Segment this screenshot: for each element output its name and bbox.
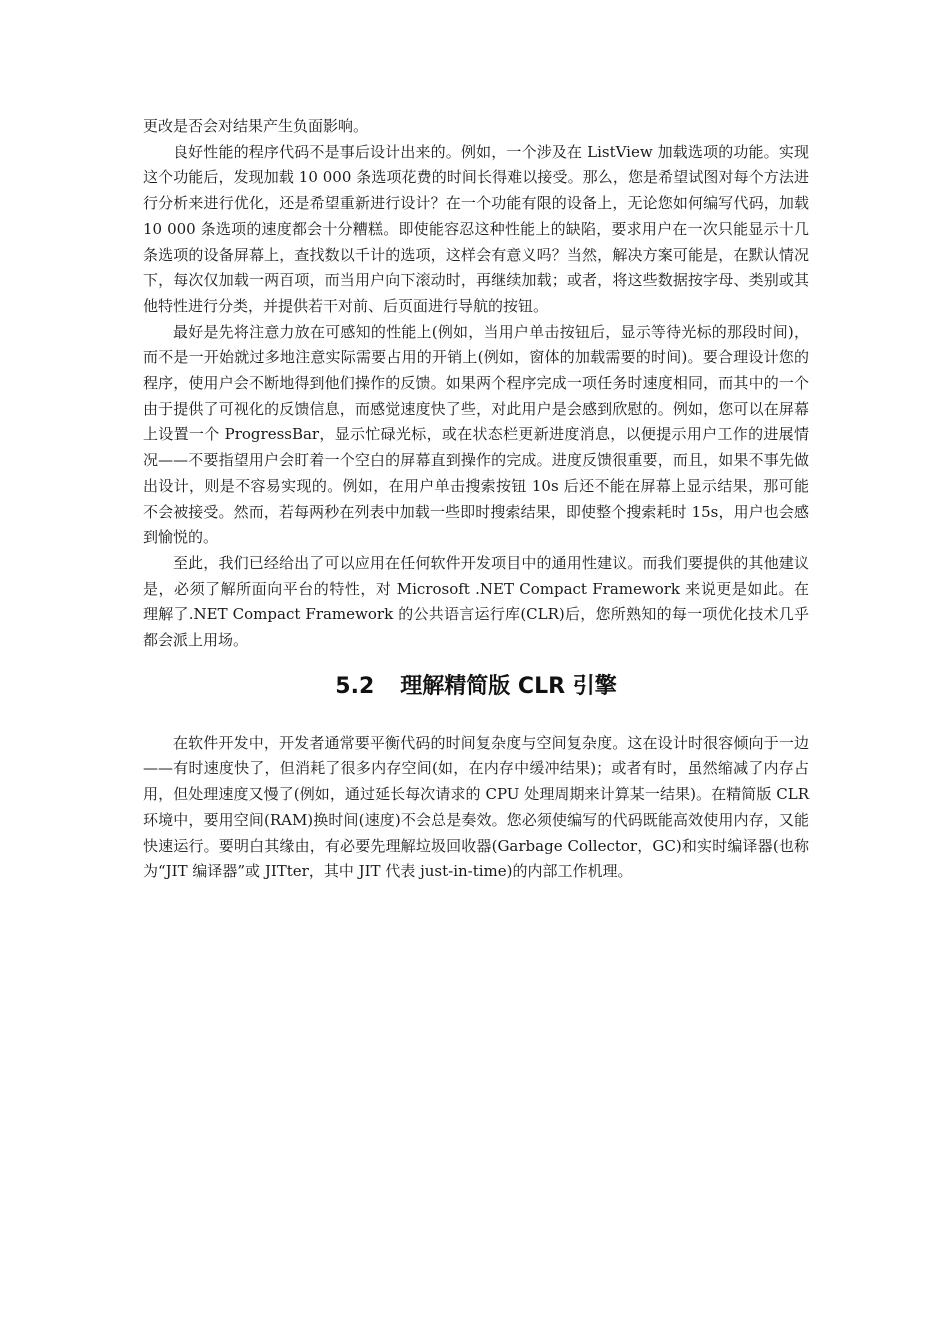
paragraph-design-for-performance: 良好性能的程序代码不是事后设计出来的。例如，一个涉及在 ListView 加载选项的功能。实现这个功能后，发现加载 10 000 条选项花费的时间长得难以接受。那么，您是希望试图对每个方法进行分析来进行优化，还是希望重新进行设计？在一个功能有限的设备上，无论您如何编写代码，加载 10 000 条选项的速度都会十分糟糕。即使能容忍这种性能上的缺陷，要求用户在一次只能显示十几条选项的设备屏幕上，查找数以千计的选项，这样会有意义吗？当然，解决方案可能是，在默认情况下，每次仅加载一两百项，而当用户向下滚动时，再继续加载；或者，将这些数据按字母、类别或其他特性进行分类，并提供若干对前、后页面进行导航的按钮。 [143, 142, 809, 315]
section-heading [143, 670, 809, 704]
paragraph-platform-advice: 至此，我们已经给出了可以应用在任何软件开发项目中的通用性建议。而我们要提供的其他建议是，必须了解所面向平台的特性，对 Microsoft .NET Compact Framework 来说更是如此。在理解了.NET Compact Framework 的公共语言运行库(CLR)后，您所熟知的每一项优化技术几乎都会派上用场。 [143, 553, 809, 650]
document-page [143, 114, 809, 885]
paragraph-perceived-performance: 最好是先将注意力放在可感知的性能上(例如，当用户单击按钮后，显示等待光标的那段时间)，而不是一开始就过多地注意实际需要占用的开销上(例如，窗体的加载需要的时间)。要合理设计您的程序，使用户会不断地得到他们操作的反馈。如果两个程序完成一项任务时速度相同，而其中的一个由于提供了可视化的反馈信息，而感觉速度快了些，对此用户是会感到欣慰的。例如，您可以在屏幕上设置一个 ProgressBar，显示忙碌光标，或在状态栏更新进度消息，以便提示用户工作的进展情况——不要指望用户会盯着一个空白的屏幕直到操作的完成。进度反馈很重要，而且，如果不事先做出设计，则是不容易实现的。例如，在用户单击搜索按钮 10s 后还不能在屏幕上显示结果，那可能不会被接受。然而，若每两秒在列表中加载一些即时搜索结果，即使整个搜索耗时 15s，用户也会感到愉悦的。 [143, 322, 809, 547]
section-title: 理解精简版 CLR 引擎 [400, 673, 617, 699]
paragraph-time-space-tradeoff: 在软件开发中，开发者通常要平衡代码的时间复杂度与空间复杂度。这在设计时很容倾向于一边——有时速度快了，但消耗了很多内存空间(如，在内存中缓冲结果)；或者有时，虽然缩减了内存占用，但处理速度又慢了(例如，通过延长每次请求的 CPU 处理周期来计算某一结果)。在精简版 CLR 环境中，要用空间(RAM)换时间(速度)不会总是奏效。您必须使编写的代码既能高效使用内存，又能快速运行。要明白其缘由，有必要先理解垃圾回收器(Garbage Collector，GC)和实时编译器(也称为“JIT 编译器”或 JITter，其中 JIT 代表 just-in-time)的内部工作机理。 [143, 733, 809, 881]
section-number: 5.2 [335, 673, 375, 699]
paragraph-continuation: 更改是否会对结果产生负面影响。 [143, 117, 369, 135]
